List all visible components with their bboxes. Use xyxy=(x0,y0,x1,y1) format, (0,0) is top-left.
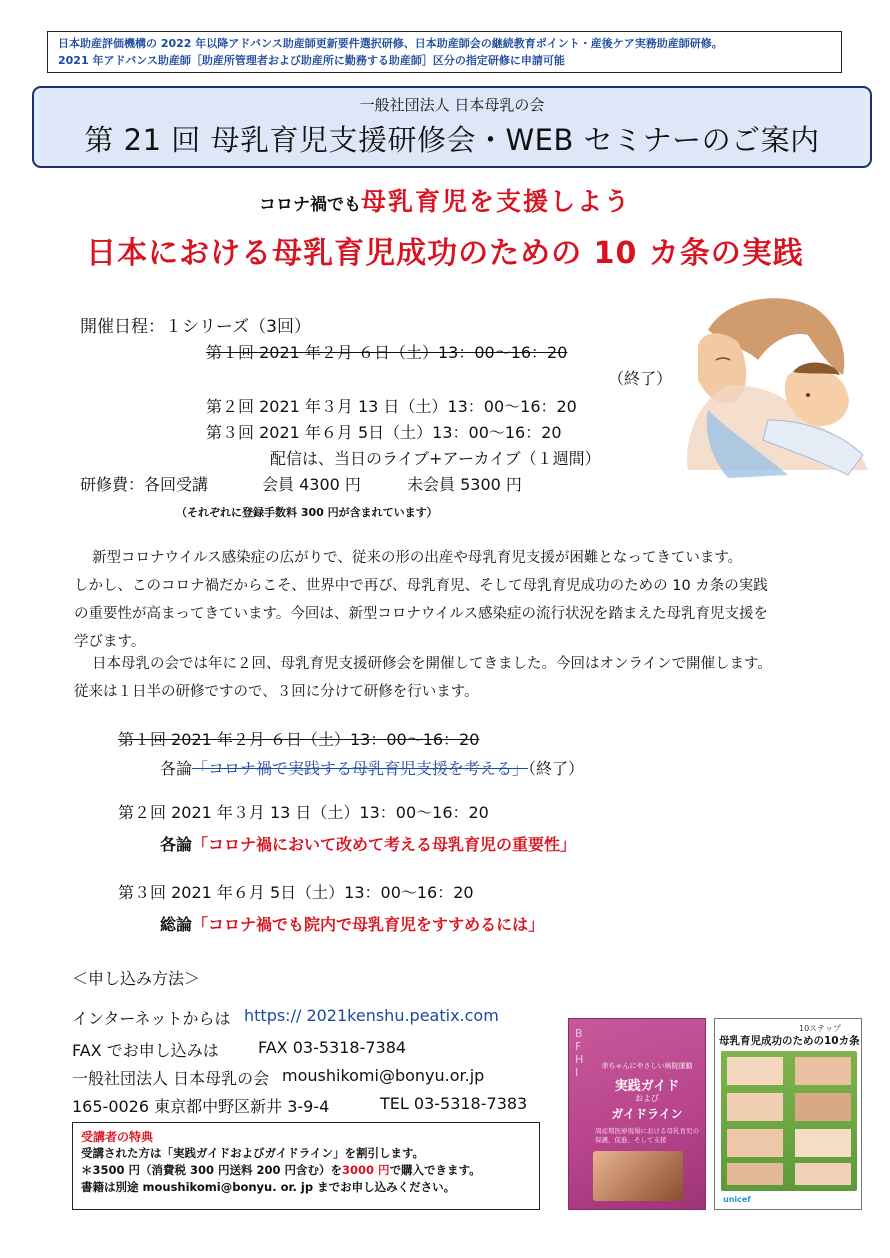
apply-internet-label: インターネットからは xyxy=(72,1009,231,1028)
benefit-line-1: 受講された方は「実践ガイドおよびガイドライン」を割引します。 xyxy=(81,1146,425,1160)
apply-address: 165-0026 東京都中野区新井 3-9-4 xyxy=(72,1097,330,1116)
book-practice-guide-cover xyxy=(568,1018,706,1210)
book1-letters xyxy=(575,1027,583,1079)
benefit-price-original: ＊3500 円（消費税 300 円送料 200 円含む）を xyxy=(81,1163,343,1177)
apply-org-label: 一般社団法人 日本母乳の会 xyxy=(72,1069,270,1088)
fee-note: （それぞれに登録手数料 300 円が含まれています） xyxy=(176,506,438,519)
fee-nonmember: 未会員 5300 円 xyxy=(407,475,522,494)
unicef-logo: unicef xyxy=(723,1195,751,1204)
apply-fax-number: FAX 03-5318-7384 xyxy=(258,1038,407,1057)
intro-line: 日本母乳の会では年に２回、母乳育児支援研修会を開催してきました。今回はオンラインで開催します。 xyxy=(92,656,772,672)
book1-letter: F xyxy=(575,1040,582,1053)
notice-line-2: 2021 年アドバンス助産師［助産所管理者および助産所に勤務する助産師］区分の指定研修に申請可能 xyxy=(58,54,565,67)
schedule-label: 開催日程：１シリーズ（3回） xyxy=(80,317,311,337)
benefit-title: 受講者の特典 xyxy=(81,1130,154,1144)
apply-fax-label: FAX でお申し込みは xyxy=(72,1041,219,1060)
ten-steps-poster xyxy=(714,1018,862,1210)
poster-title: 母乳育児成功のための10カ条 xyxy=(719,1035,860,1047)
fee-member: 会員 4300 円 xyxy=(262,475,361,494)
apply-internet-link[interactable]: https:// 2021kenshu.peatix.com xyxy=(244,1006,499,1025)
schedule-session-1-status: （終了） xyxy=(608,369,673,388)
session-2-topic: 「コロナ禍において改めて考える母乳育児の重要性」 xyxy=(192,835,577,854)
page-title: 第 21 回 母乳育児支援研修会・WEB セミナーのご案内 xyxy=(84,123,820,157)
banner-body xyxy=(40,86,864,168)
mother-baby-illustration xyxy=(668,290,874,480)
book1-title-3: ガイドライン xyxy=(611,1107,683,1121)
apply-heading: ＜申し込み方法＞ xyxy=(72,969,201,988)
book1-baby-photo xyxy=(593,1151,683,1201)
session-3-topic-row xyxy=(160,912,544,935)
session-1-status: （終了） xyxy=(528,759,585,778)
notice-line-1: 日本助産評価機構の 2022 年以降アドバンス助産師更新要件選択研修、日本助産師会の継続教育ポイント・産後ケア実務助産師研修。 xyxy=(58,37,723,50)
title-banner xyxy=(32,86,872,168)
poster-steps-label: 10ステップ xyxy=(799,1024,842,1033)
headline-prefix: コロナ禍でも xyxy=(258,195,361,215)
attendee-benefit-box xyxy=(72,1122,540,1210)
fee-label: 研修費：各回受講 xyxy=(80,475,209,494)
intro-line: 学びます。 xyxy=(74,634,146,650)
book1-title-2: および xyxy=(635,1094,659,1103)
session-3-kind: 総論 xyxy=(160,915,193,934)
schedule-session-3: 第３回 2021 年６月 5日（土）13：00〜16：20 xyxy=(206,423,562,442)
session-1-topic-row xyxy=(160,756,584,779)
schedule-session-1: 第１回 2021 年２月 ６日（土）13：00〜16：20 xyxy=(206,343,568,362)
headline-main: 日本における母乳育児成功のための 10 カ条の実践 xyxy=(86,236,804,271)
apply-tel: TEL 03-5318-7383 xyxy=(380,1094,528,1113)
book1-letter: B xyxy=(575,1027,583,1040)
session-1-kind: 各論 xyxy=(160,759,193,778)
session-2-topic-row xyxy=(160,832,576,855)
book1-letter: H xyxy=(575,1053,584,1066)
benefit-line-2 xyxy=(81,1162,531,1179)
session-1-date: 第１回 2021 年２月 ６日（土）13：00〜16：20 xyxy=(118,730,480,749)
book1-letter: I xyxy=(575,1066,579,1079)
session-2-date: 第２回 2021 年３月 13 日（土）13：00〜16：20 xyxy=(118,803,489,822)
headline-primary xyxy=(0,182,890,218)
benefit-line-3: 書籍は別途 moushikomi@bonyu. or. jp までお申し込みください。 xyxy=(81,1180,456,1194)
book1-small-text: 赤ちゃんにやさしい病院運動 xyxy=(601,1062,693,1070)
intro-paragraph-1 xyxy=(74,544,844,656)
session-2-kind: 各論 xyxy=(160,835,193,854)
headline-emphasis: 母乳育児を支援しよう xyxy=(360,187,631,216)
session-3-topic: 「コロナ禍でも院内で母乳育児をすすめるには」 xyxy=(192,915,545,934)
benefit-price-suffix: で購入できます。 xyxy=(389,1163,481,1177)
intro-paragraph-2 xyxy=(74,650,844,706)
accreditation-notice xyxy=(47,31,842,73)
poster-photo-grid xyxy=(721,1051,857,1191)
schedule-session-2: 第２回 2021 年３月 13 日（土）13：00〜16：20 xyxy=(206,397,577,416)
apply-email-link[interactable]: moushikomi@bonyu.or.jp xyxy=(282,1066,485,1085)
session-1-topic: 「コロナ禍で実践する母乳育児支援を考える」 xyxy=(192,759,529,778)
book1-title-1: 実践ガイド xyxy=(614,1079,680,1094)
intro-line: 従来は１日半の研修ですので、３回に分けて研修を行います。 xyxy=(74,684,479,700)
book1-description: 周産期医療現場における母乳育児の保護、促進、そして支援 xyxy=(595,1127,699,1144)
benefit-price-discount: 3000 円 xyxy=(342,1163,390,1177)
session-3-date: 第３回 2021 年６月 5日（土）13：00〜16：20 xyxy=(118,883,474,902)
intro-line: しかし、このコロナ禍だからこそ、世界中で再び、母乳育児、そして母乳育児成功のための 10 カ条の実践 xyxy=(74,578,768,594)
intro-line: 新型コロナウイルス感染症の広がりで、従来の形の出産や母乳育児支援が困難となってきています。 xyxy=(92,550,743,566)
schedule-delivery: 配信は、当日のライブ+アーカイブ（１週間） xyxy=(270,449,601,468)
banner-organization: 一般社団法人 日本母乳の会 xyxy=(359,96,545,114)
intro-line: の重要性が高まってきています。今回は、新型コロナウイルス感染症の流行状況を踏まえた母乳育児支援を xyxy=(74,606,768,622)
